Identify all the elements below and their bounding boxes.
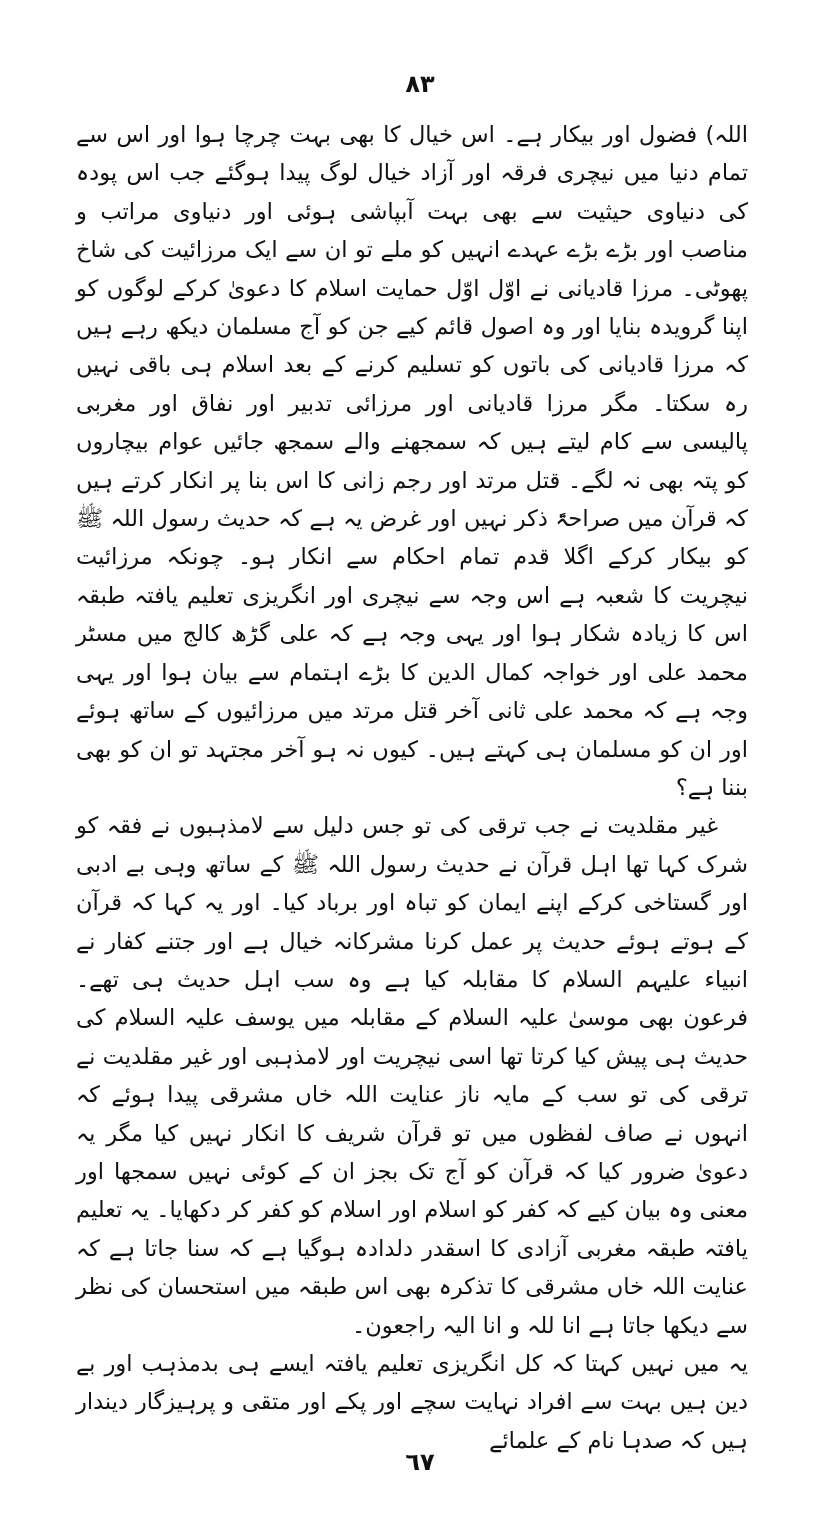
header-page-number: ۸۳ [405,70,435,98]
paragraph-3: یہ میں نہیں کہتا کہ کل انگریزی تعلیم یافتہ ایسے ہی بدمذہب اور بے دین ہیں بہت سے افراد نہایت سچے اور پکے اور متقی و پرہیزگار دیندار ہیں کہ صدہا نام کے علمائے [76,1351,748,1454]
footer-page-number: ٦٧ [405,1448,435,1476]
paragraph-2: غیر مقلدیت نے جب ترقی کی تو جس دلیل سے لامذہبوں نے فقہ کو شرک کہا تھا اہل قرآن نے حدیث رسول اللہ ﷺ کے ساتھ وہی بے ادبی اور گستاخی کرکے اپنے ایمان کو تباہ اور برباد کیا۔ اور یہ کہا کہ قرآن کے ہوتے ہوئے حدیث پر عمل کرنا مشرکانہ خیال ہے اور جتنے کفار نے انبیاء علیہم السلام کا مقابلہ کیا ہے وہ سب اہل حدیث ہی تھے۔ فرعون بھی موسیٰ علیہ السلام کے مقابلہ میں یوسف علیہ السلام کی حدیث ہی پیش کیا کرتا تھا اسی نیچریت اور لامذہبی اور غیر مقلدیت نے ترقی کی تو سب کے مایہ ناز عنایت اللہ خاں مشرقی پیدا ہوئے کہ انہوں نے صاف لفظوں میں تو قرآن شریف کا انکار نہیں کیا مگر یہ دعویٰ ضرور کیا کہ قرآن کو آج تک بجز ان کے کوئی نہیں سمجھا اور معنی وہ بیان کیے کہ کفر کو اسلام اور اسلام کو کفر کر دکھایا۔ یہ تعلیم یافتہ طبقہ مغربی آزادی کا اسقدر دلدادہ ہوگیا ہے کہ سنا جاتا ہے کہ عنایت اللہ خاں مشرقی کا تذکرہ بھی اس طبقہ میں استحسان کی نظر سے دیکھا جاتا ہے انا للہ و انا الیہ راجعون۔ [76,813,748,1339]
paragraph-1: اللہ) فضول اور بیکار ہے۔ اس خیال کا بھی بہت چرچا ہوا اور اس سے تمام دنیا میں نیچری فرقہ اور آزاد خیال لوگ پیدا ہوگئے جب اس پودہ کی دنیاوی حیثیت سے بھی بہت آبپاشی ہوئی اور دنیاوی مراتب و مناصب اور بڑے بڑے عہدے انہیں کو ملے تو ان سے ایک مرزائیت کی شاخ پھوٹی۔ مرزا قادیانی نے اوّل اوّل حمایت اسلام کا دعویٰ کرکے لوگوں کو اپنا گرویدہ بنایا اور وہ اصول قائم کیے جن کو آج مسلمان دیکھ رہے ہیں کہ مرزا قادیانی کی باتوں کو تسلیم کرنے کے بعد اسلام ہی باقی نہیں رہ سکتا۔ مگر مرزا قادیانی اور مرزائی تدبیر اور نفاق اور مغربی پالیسی سے کام لیتے ہیں کہ سمجھنے والے سمجھ جائیں عوام بیچاروں کو پتہ بھی نہ لگے۔ قتل مرتد اور رجم زانی کا اس بنا پر انکار کرتے ہیں کہ قرآن میں صراحۃً ذکر نہیں اور غرض یہ ہے کہ حدیث رسول اللہ ﷺ کو بیکار کرکے اگلا قدم تمام احکام سے انکار ہو۔ چونکہ مرزائیت نیچریت کا شعبہ ہے اس وجہ سے نیچری اور انگریزی تعلیم یافتہ طبقہ اس کا زیادہ شکار ہوا اور یہی وجہ ہے کہ علی گڑھ کالج میں مسٹر محمد علی اور خواجہ کمال الدین کا بڑے اہتمام سے بیان ہوا اور یہی وجہ ہے کہ محمد علی ثانی آخر قتل مرتد میں مرزائیوں کے ساتھ ہوئے اور ان کو مسلمان ہی کہتے ہیں۔ کیوں نہ ہو آخر مجتہد تو ان کو بھی بننا ہے؟ [76,122,748,801]
page-body [76,116,748,1460]
